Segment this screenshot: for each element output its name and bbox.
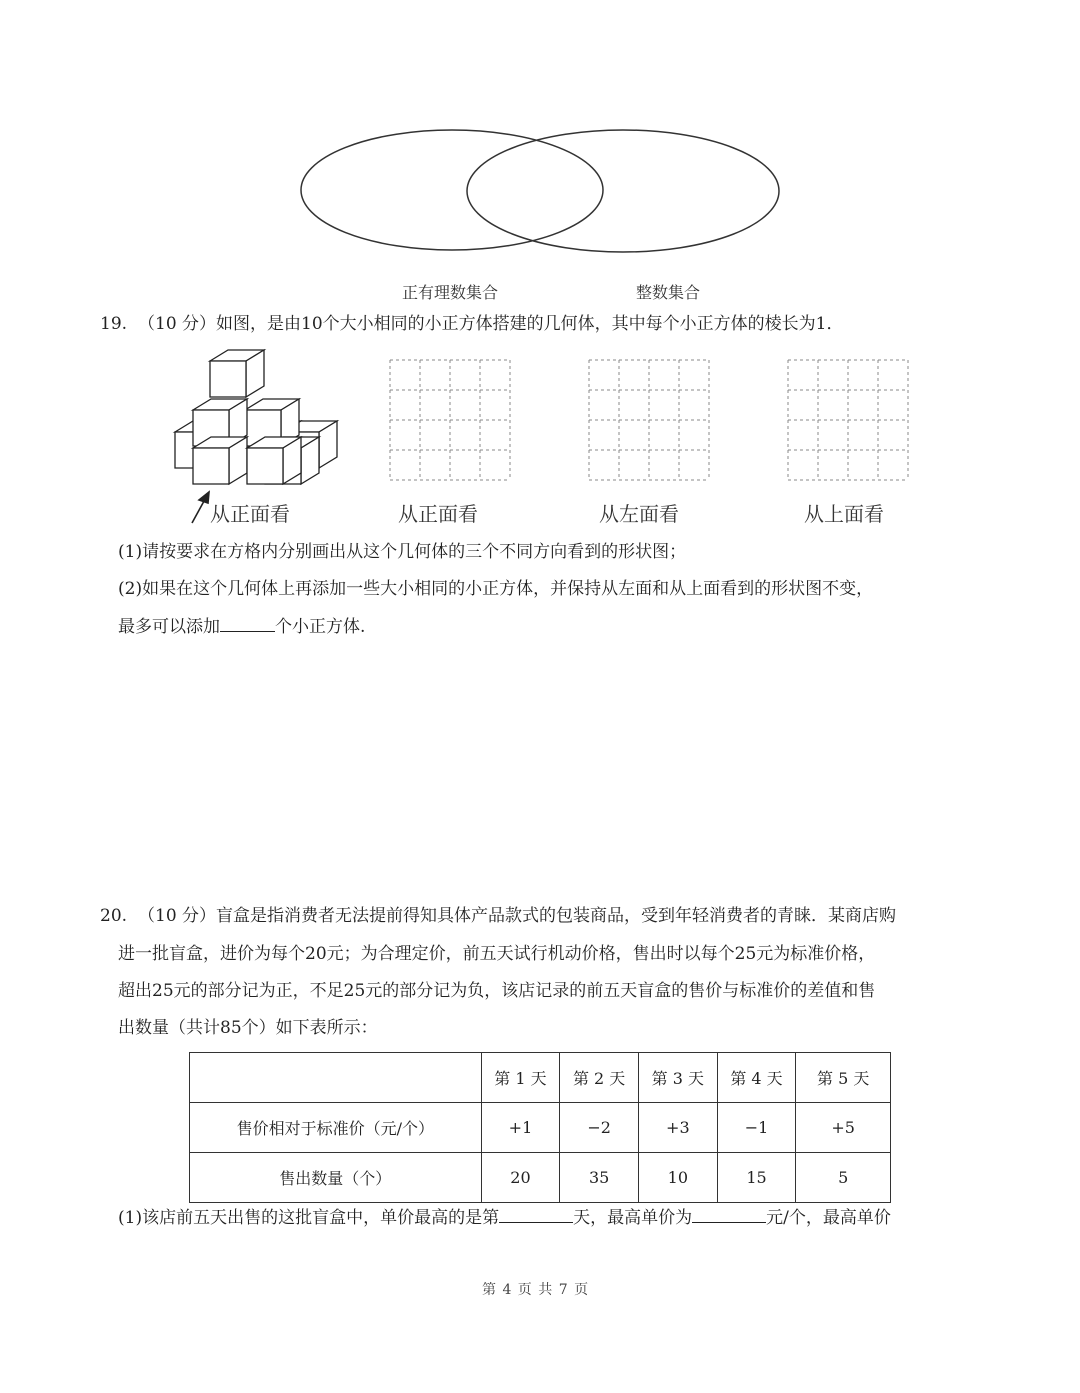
q20-part1-a: (1)该店前五天出售的这批盲盒中，单价最高的是第 bbox=[118, 1208, 500, 1228]
table-corner-cell bbox=[190, 1053, 482, 1103]
table-cell: 20 bbox=[481, 1153, 560, 1203]
table-header-cell: 第 2 天 bbox=[560, 1053, 639, 1103]
q20-line2: 进一批盲盒，进价为每个20元；为合理定价，前五天试行机动价格，售出时以每个25元为标准价格， bbox=[118, 944, 876, 964]
table-cell: −2 bbox=[560, 1103, 639, 1153]
q19-part2-line2 bbox=[118, 615, 365, 638]
q20-part1 bbox=[118, 1206, 891, 1229]
q20-line3: 超出25元的部分记为正，不足25元的部分记为负，该店记录的前五天盲盒的售价与标准价的差值和售 bbox=[118, 981, 876, 1001]
q19-part1: (1)请按要求在方格内分别画出从这个几何体的三个不同方向看到的形状图； bbox=[118, 542, 687, 562]
grid-left-label: 从左面看 bbox=[599, 502, 679, 526]
answer-blank[interactable] bbox=[692, 1206, 766, 1223]
q20-line4: 出数量（共计85个）如下表所示： bbox=[118, 1018, 378, 1038]
table-header-cell: 第 1 天 bbox=[481, 1053, 560, 1103]
sales-table bbox=[189, 1052, 891, 1203]
grid-top-label: 从上面看 bbox=[804, 502, 884, 526]
table-cell: 5 bbox=[796, 1153, 891, 1203]
arrow bbox=[192, 492, 209, 523]
table-header-cell: 第 4 天 bbox=[717, 1053, 796, 1103]
venn-left-ellipse bbox=[301, 130, 603, 250]
table-header-cell: 第 5 天 bbox=[796, 1053, 891, 1103]
q19-part2-pre: 最多可以添加 bbox=[118, 617, 220, 637]
table-header-row bbox=[190, 1053, 891, 1103]
q19-part2-post: 个小正方体. bbox=[275, 617, 366, 637]
grid-front bbox=[389, 359, 511, 481]
q19-part2-line1: (2)如果在这个几何体上再添加一些大小相同的小正方体，并保持从左面和从上面看到的形状图不变， bbox=[118, 579, 874, 599]
venn-right-label: 整数集合 bbox=[636, 283, 701, 302]
venn-diagram bbox=[0, 0, 1080, 300]
table-row bbox=[190, 1103, 891, 1153]
venn-left-label: 正有理数集合 bbox=[402, 283, 499, 302]
answer-blank[interactable] bbox=[220, 615, 275, 632]
q19-stem: （10 分）如图，是由10个大小相同的小正方体搭建的几何体，其中每个小正方体的棱长为1． bbox=[138, 314, 844, 334]
q20-part1-b: 天，最高单价为 bbox=[573, 1208, 693, 1228]
table-cell: 35 bbox=[560, 1153, 639, 1203]
table-cell: −1 bbox=[717, 1103, 796, 1153]
table-cell: 15 bbox=[717, 1153, 796, 1203]
table-row bbox=[190, 1153, 891, 1203]
table-header-cell: 第 3 天 bbox=[638, 1053, 717, 1103]
q20-part1-c: 元/个，最高单价 bbox=[766, 1208, 891, 1228]
q20-number: 20. bbox=[100, 906, 128, 926]
grid-left bbox=[588, 359, 710, 481]
arrow-view-label: 从正面看 bbox=[210, 502, 290, 526]
q19-number: 19. bbox=[100, 314, 128, 334]
table-cell: +5 bbox=[796, 1103, 891, 1153]
table-cell: +3 bbox=[638, 1103, 717, 1153]
table-row-label: 售出数量（个） bbox=[190, 1153, 482, 1203]
table-cell: +1 bbox=[481, 1103, 560, 1153]
table-row-label: 售价相对于标准价（元/个） bbox=[190, 1103, 482, 1153]
table-cell: 10 bbox=[638, 1153, 717, 1203]
cube bbox=[210, 350, 264, 397]
cube bbox=[247, 437, 301, 484]
page-footer: 第 4 页 共 7 页 bbox=[482, 1282, 590, 1298]
grid-top bbox=[787, 359, 909, 481]
cube bbox=[193, 437, 247, 484]
grid-front-label: 从正面看 bbox=[398, 502, 478, 526]
q20-line1: （10 分）盲盒是指消费者无法提前得知具体产品款式的包装商品，受到年轻消费者的青睐．某商店购 bbox=[138, 906, 897, 926]
venn-right-ellipse bbox=[467, 130, 779, 252]
answer-blank[interactable] bbox=[499, 1206, 573, 1223]
